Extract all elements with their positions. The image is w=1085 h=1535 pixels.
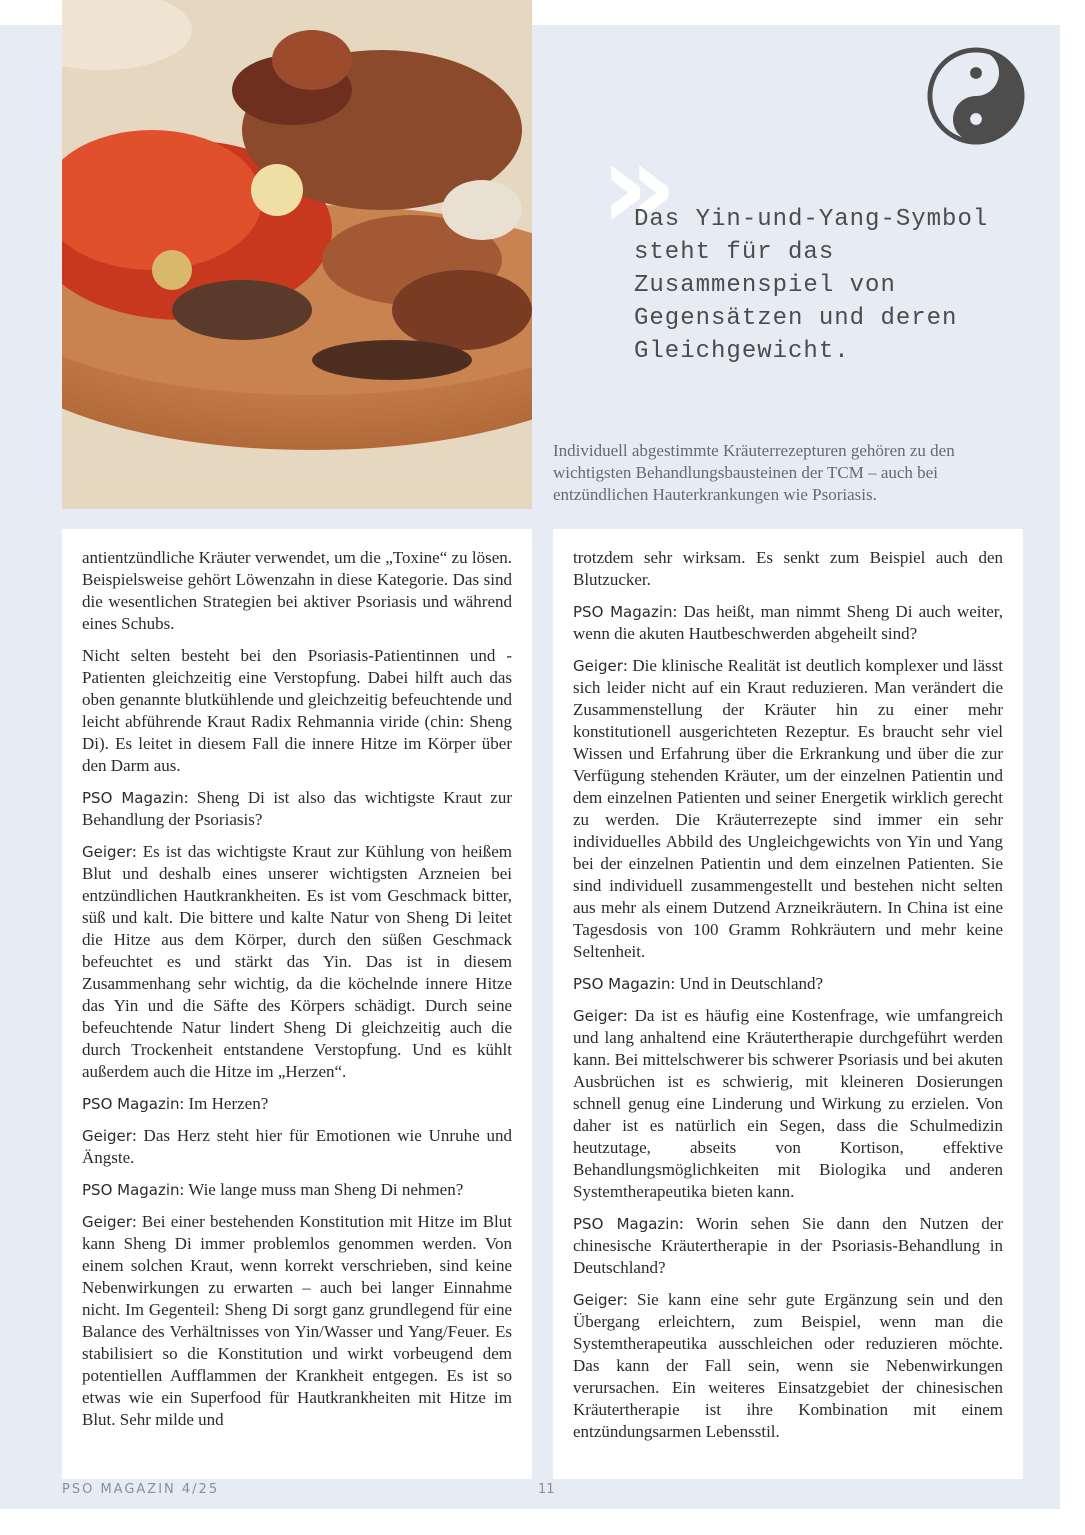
speaker-label: PSO Magazin (82, 1181, 180, 1199)
paragraph-text: : Sie kann eine sehr gute Ergänzung sein und den Übergang erleichtern, zum Beispiel, wenn man die Systemtherapeutika ausschleichen oder reduzieren möchte. Das kann der Fall sein, wenn sie Nebenwirkungen verursachen. Ein weiteres Einsatzgebiet der chinesischen Kräutertherapie ist ihre Kombination mit einem entzündungsarmen Lebensstil. (573, 1290, 1003, 1441)
paragraph (573, 1005, 1003, 1203)
paragraph-text: : Die klinische Realität ist deutlich komplexer und lässt sich leider nicht auf ein Kraut reduzieren. Man verändert die Zusammenstellung der Kräuter hin zu einer mehr konstitutionell ausgerichteten Rezeptur. Es braucht sehr viel Wissen und Erfahrung über die Erkrankung und über die zur Verfügung stehenden Kräuter, um der einzelnen Patientin und dem einzelnen Patienten und seiner Energetik wirklich gerecht zu werden. Die Kräuterrezepte sind immer ein sehr individuelles Abbild des Ungleichgewichts von Yin und Yang bei der einzelnen Patientin und dem einzelnen Patienten. Sie sind individuell zusammengestellt und bestehen nicht selten aus mehr als einem Dutzend Arzneikräutern. In China ist eine Tagesdosis von 100 Gramm Rohkräutern und mehr keine Seltenheit. (573, 656, 1003, 961)
footer-magazine: PSO MAGAZIN 4/25 (62, 1482, 220, 1497)
paragraph-text: : Das Herz steht hier für Emotionen wie Unruhe und Ängste. (82, 1126, 512, 1167)
speaker-label: PSO Magazin (82, 1095, 180, 1113)
speaker-label: Geiger (82, 1213, 132, 1231)
paragraph (573, 973, 1003, 995)
paragraph (573, 1289, 1003, 1443)
paragraph-text: : Im Herzen? (179, 1094, 269, 1113)
herbs-bowl-photo (62, 0, 532, 509)
photo-caption: Individuell abgestimmte Kräuterrezepturen gehören zu den wichtigsten Behandlungsbausteinen der TCM – auch bei entzündlichen Hauterkrankungen wie Psoriasis. (553, 441, 955, 504)
speaker-label: Geiger (573, 1007, 623, 1025)
speaker-label: Geiger (573, 657, 623, 675)
pull-quote: Das Yin-und-Yang-Symbol steht für das Zusammenspiel von Gegensätzen und deren Gleichgewicht. (634, 206, 989, 365)
paragraph (82, 645, 512, 777)
paragraph-text: : Da ist es häufig eine Kostenfrage, wie umfangreich und lang anhaltend eine Kräutertherapie durchgeführt werden kann. Bei mittelschwerer bis schwerer Psoriasis und bei akuten Ausbrüchen ist es schwierig, mit kleineren Dosierungen schnell genug eine Linderung und Wirkung zu erzielen. Von daher ist es natürlich ein Segen, dass die Schulmedizin heutzutage, abseits von Kortison, effektive Behandlungsmöglichkeiten mit Biologika und anderen Systemtherapeutika bieten kann. (573, 1006, 1003, 1201)
text-column-left (62, 529, 532, 1479)
speaker-label: PSO Magazin (82, 789, 184, 807)
page-number: 11 (538, 1482, 555, 1497)
paragraph (573, 655, 1003, 963)
paragraph (573, 547, 1003, 591)
yin-yang-icon (927, 47, 1025, 145)
speaker-label: Geiger (82, 843, 132, 861)
paragraph (82, 1093, 512, 1115)
paragraph (82, 1125, 512, 1169)
paragraph (573, 601, 1003, 645)
paragraph-text: trotzdem sehr wirksam. Es senkt zum Beispiel auch den Blutzucker. (573, 548, 1003, 589)
paragraph-text: : Bei einer bestehenden Konstitution mit Hitze im Blut kann Sheng Di immer problemlos genommen werden. Von einem solchen Kraut, wenn korrekt verschrieben, sind keine Nebenwirkungen zu erwarten – auch bei langer Einnahme nicht. Im Gegenteil: Sheng Di sorgt ganz grundlegend für eine Balance des Verhältnisses von Yin/Wasser und Yang/Feuer. Es stabilisiert so die Konstitution und wirkt vorbeugend dem potentiellen Aufflammen der Krankheit entgegen. Es ist so etwas wie ein Superfood für Hautkrankheiten mit Hitze im Blut. Sehr milde und (82, 1212, 512, 1429)
quote-mark: » (600, 118, 664, 257)
paragraph-text: antientzündliche Kräuter verwendet, um die „Toxine“ zu lösen. Beispielsweise gehört Löwenzahn in diese Kategorie. Das sind die wesentlichen Strategien bei aktiver Psoriasis und während eines Schubs. (82, 548, 512, 633)
paragraph (82, 1179, 512, 1201)
speaker-label: Geiger (573, 1291, 623, 1309)
paragraph (82, 787, 512, 831)
paragraph (82, 1211, 512, 1431)
speaker-label: PSO Magazin (573, 1215, 679, 1233)
speaker-label: Geiger (82, 1127, 132, 1145)
speaker-label: PSO Magazin (573, 975, 671, 993)
paragraph (82, 547, 512, 635)
paragraph-text: : Worin sehen Sie dann den Nutzen der chinesische Kräutertherapie in der Psoriasis-Behandlung in Deutschland? (573, 1214, 1003, 1277)
paragraph-text: : Und in Deutschland? (670, 974, 824, 993)
paragraph-text: : Das heißt, man nimmt Sheng Di auch weiter, wenn die akuten Hautbeschwerden abgeheilt sind? (573, 602, 1003, 643)
paragraph-text: : Wie lange muss man Sheng Di nehmen? (179, 1180, 464, 1199)
paragraph-text: : Sheng Di ist also das wichtigste Kraut zur Behandlung der Psoriasis? (82, 788, 512, 829)
paragraph (82, 841, 512, 1083)
paragraph-text: : Es ist das wichtigste Kraut zur Kühlung von heißem Blut und deshalb eines unserer wichtigsten Arzneien bei entzündlichen Hautkrankheiten. Es ist vom Geschmack bitter, süß und kalt. Die bittere und kalte Natur von Sheng Di leitet die Hitze aus dem Körper, durch den süßen Geschmack befeuchtet es und stärkt das Yin. Das ist in diesem Zusammenhang sehr wichtig, da die köchelnde innere Hitze das Yin und die Säfte des Körpers schädigt. Durch seine befeuchtende Natur lindert Sheng Di gleichzeitig auch die durch Trockenheit entstandene Verstopfung. Und es kühlt außerdem auch die Hitze im „Herzen“. (82, 842, 512, 1081)
text-column-right (553, 529, 1023, 1479)
paragraph-text: Nicht selten besteht bei den Psoriasis-Patientinnen und -Patienten gleichzeitig eine Verstopfung. Dabei hilft auch das oben genannte blutkühlende und gleichzeitig befeuchtende und leicht abführende Kraut Radix Rehmannia viride (chin: Sheng Di). Es leitet in diesem Fall die innere Hitze im Körper über den Darm aus. (82, 646, 512, 775)
paragraph (573, 1213, 1003, 1279)
speaker-label: PSO Magazin (573, 603, 673, 621)
